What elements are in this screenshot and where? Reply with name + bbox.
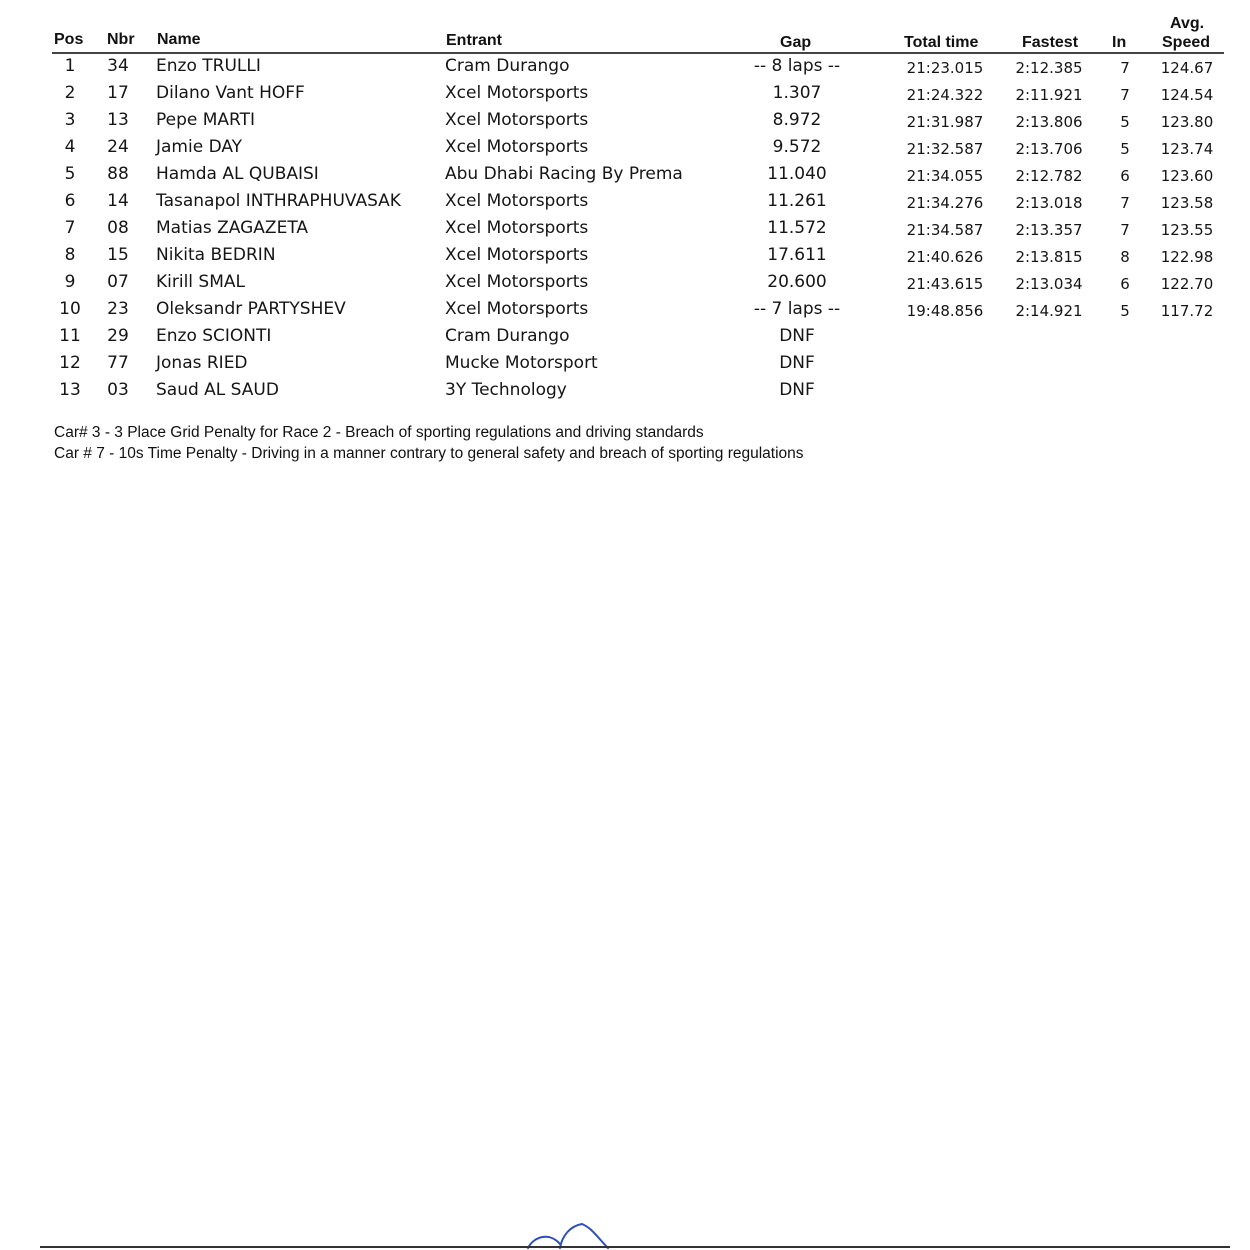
cell-gap: DNF bbox=[779, 353, 815, 373]
cell-name: Kirill SMAL bbox=[156, 272, 245, 292]
header-total-time: Total time bbox=[904, 34, 979, 51]
cell-avg-speed: 123.55 bbox=[1160, 221, 1214, 239]
cell-nbr: 29 bbox=[107, 326, 129, 346]
cell-avg-speed: 123.74 bbox=[1160, 140, 1214, 158]
cell-gap: 9.572 bbox=[772, 137, 822, 157]
cell-total-time: 21:34.587 bbox=[906, 221, 984, 239]
cell-entrant: Xcel Motorsports bbox=[445, 245, 589, 265]
cell-in: 5 bbox=[1120, 113, 1130, 131]
cell-entrant: Cram Durango bbox=[445, 326, 570, 346]
cell-name: Matias ZAGAZETA bbox=[156, 218, 309, 238]
cell-entrant: Cram Durango bbox=[445, 56, 570, 76]
cell-name: Tasanapol INTHRAPHUVASAK bbox=[156, 191, 401, 211]
cell-entrant: Mucke Motorsport bbox=[445, 353, 598, 373]
cell-avg-speed: 117.72 bbox=[1160, 302, 1214, 320]
penalty-note-2: Car # 7 - 10s Time Penalty - Driving in a manner contrary to general safety and breach of sporting regulations bbox=[54, 445, 804, 462]
cell-pos: 5 bbox=[64, 164, 76, 184]
cell-fastest: 2:14.921 bbox=[1015, 302, 1083, 320]
cell-name: Jonas RIED bbox=[156, 353, 248, 373]
cell-gap: 8.972 bbox=[772, 110, 822, 130]
cell-name: Enzo TRULLI bbox=[156, 56, 261, 76]
cell-pos: 6 bbox=[64, 191, 76, 211]
cell-gap: -- 8 laps -- bbox=[753, 56, 841, 76]
header-in: In bbox=[1112, 34, 1127, 51]
cell-pos: 10 bbox=[59, 299, 81, 319]
cell-fastest: 2:13.357 bbox=[1015, 221, 1083, 239]
cell-gap: 17.611 bbox=[767, 245, 827, 265]
cell-gap: -- 7 laps -- bbox=[753, 299, 841, 319]
cell-gap: 11.572 bbox=[767, 218, 827, 238]
cell-name: Hamda AL QUBAISI bbox=[156, 164, 319, 184]
cell-in: 7 bbox=[1120, 86, 1130, 104]
cell-avg-speed: 124.54 bbox=[1160, 86, 1214, 104]
header-speed: Speed bbox=[1162, 34, 1211, 51]
cell-gap: 11.040 bbox=[767, 164, 827, 184]
cell-gap: 20.600 bbox=[767, 272, 827, 292]
cell-nbr: 34 bbox=[107, 56, 129, 76]
cell-in: 6 bbox=[1120, 167, 1130, 185]
cell-avg-speed: 123.80 bbox=[1160, 113, 1214, 131]
cell-fastest: 2:11.921 bbox=[1015, 86, 1083, 104]
cell-pos: 9 bbox=[64, 272, 76, 292]
cell-in: 7 bbox=[1120, 221, 1130, 239]
header-name: Name bbox=[157, 31, 201, 48]
cell-pos: 1 bbox=[64, 56, 76, 76]
cell-nbr: 07 bbox=[107, 272, 129, 292]
cell-avg-speed: 124.67 bbox=[1160, 59, 1214, 77]
cell-avg-speed: 122.98 bbox=[1160, 248, 1214, 266]
cell-total-time: 21:40.626 bbox=[906, 248, 984, 266]
cell-pos: 7 bbox=[64, 218, 76, 238]
cell-total-time: 21:34.276 bbox=[906, 194, 984, 212]
cell-pos: 3 bbox=[64, 110, 76, 130]
header-entrant: Entrant bbox=[446, 32, 502, 49]
cell-gap: DNF bbox=[779, 326, 815, 346]
header-avg: Avg. bbox=[1170, 15, 1205, 32]
cell-fastest: 2:13.806 bbox=[1015, 113, 1083, 131]
cell-name: Nikita BEDRIN bbox=[156, 245, 276, 265]
cell-nbr: 14 bbox=[107, 191, 129, 211]
cell-name: Oleksandr PARTYSHEV bbox=[156, 299, 346, 319]
cell-total-time: 21:43.615 bbox=[906, 275, 984, 293]
cell-in: 5 bbox=[1120, 140, 1130, 158]
cell-nbr: 17 bbox=[107, 83, 129, 103]
footer-rule bbox=[40, 1246, 1230, 1248]
cell-avg-speed: 123.58 bbox=[1160, 194, 1214, 212]
cell-in: 5 bbox=[1120, 302, 1130, 320]
cell-pos: 4 bbox=[64, 137, 76, 157]
cell-name: Enzo SCIONTI bbox=[156, 326, 272, 346]
cell-gap: DNF bbox=[779, 380, 815, 400]
cell-total-time: 21:32.587 bbox=[906, 140, 984, 158]
cell-name: Saud AL SAUD bbox=[156, 380, 279, 400]
cell-pos: 11 bbox=[59, 326, 81, 346]
penalty-note-1: Car# 3 - 3 Place Grid Penalty for Race 2 - Breach of sporting regulations and driving standards bbox=[54, 424, 704, 441]
cell-fastest: 2:12.782 bbox=[1015, 167, 1083, 185]
cell-gap: 1.307 bbox=[772, 83, 822, 103]
cell-nbr: 77 bbox=[107, 353, 129, 373]
cell-fastest: 2:13.034 bbox=[1015, 275, 1083, 293]
cell-avg-speed: 123.60 bbox=[1160, 167, 1214, 185]
cell-fastest: 2:13.706 bbox=[1015, 140, 1083, 158]
cell-in: 8 bbox=[1120, 248, 1130, 266]
cell-name: Pepe MARTI bbox=[156, 110, 256, 130]
cell-nbr: 08 bbox=[107, 218, 129, 238]
cell-total-time: 21:31.987 bbox=[906, 113, 984, 131]
header-pos: Pos bbox=[54, 31, 84, 48]
cell-total-time: 21:24.322 bbox=[906, 86, 984, 104]
cell-in: 7 bbox=[1120, 59, 1130, 77]
header-rule bbox=[52, 52, 1224, 54]
cell-fastest: 2:12.385 bbox=[1015, 59, 1083, 77]
cell-entrant: Xcel Motorsports bbox=[445, 83, 589, 103]
cell-in: 6 bbox=[1120, 275, 1130, 293]
cell-nbr: 88 bbox=[107, 164, 129, 184]
cell-entrant: Xcel Motorsports bbox=[445, 191, 589, 211]
cell-nbr: 23 bbox=[107, 299, 129, 319]
cell-entrant: 3Y Technology bbox=[445, 380, 567, 400]
cell-nbr: 24 bbox=[107, 137, 129, 157]
cell-fastest: 2:13.018 bbox=[1015, 194, 1083, 212]
cell-entrant: Xcel Motorsports bbox=[445, 299, 589, 319]
cell-entrant: Xcel Motorsports bbox=[445, 137, 589, 157]
cell-entrant: Xcel Motorsports bbox=[445, 110, 589, 130]
cell-total-time: 21:34.055 bbox=[906, 167, 984, 185]
header-nbr: Nbr bbox=[107, 31, 135, 48]
cell-gap: 11.261 bbox=[767, 191, 827, 211]
cell-fastest: 2:13.815 bbox=[1015, 248, 1083, 266]
cell-nbr: 13 bbox=[107, 110, 129, 130]
cell-pos: 2 bbox=[64, 83, 76, 103]
cell-pos: 12 bbox=[59, 353, 81, 373]
cell-total-time: 21:23.015 bbox=[906, 59, 984, 77]
cell-entrant: Xcel Motorsports bbox=[445, 272, 589, 292]
header-gap: Gap bbox=[780, 34, 812, 51]
cell-nbr: 15 bbox=[107, 245, 129, 265]
cell-entrant: Abu Dhabi Racing By Prema bbox=[445, 164, 683, 184]
header-fastest: Fastest bbox=[1022, 34, 1079, 51]
cell-total-time: 19:48.856 bbox=[906, 302, 984, 320]
cell-in: 7 bbox=[1120, 194, 1130, 212]
cell-pos: 8 bbox=[64, 245, 76, 265]
cell-name: Jamie DAY bbox=[156, 137, 243, 157]
cell-avg-speed: 122.70 bbox=[1160, 275, 1214, 293]
cell-entrant: Xcel Motorsports bbox=[445, 218, 589, 238]
cell-name: Dilano Vant HOFF bbox=[156, 83, 305, 103]
cell-nbr: 03 bbox=[107, 380, 129, 400]
cell-pos: 13 bbox=[59, 380, 81, 400]
